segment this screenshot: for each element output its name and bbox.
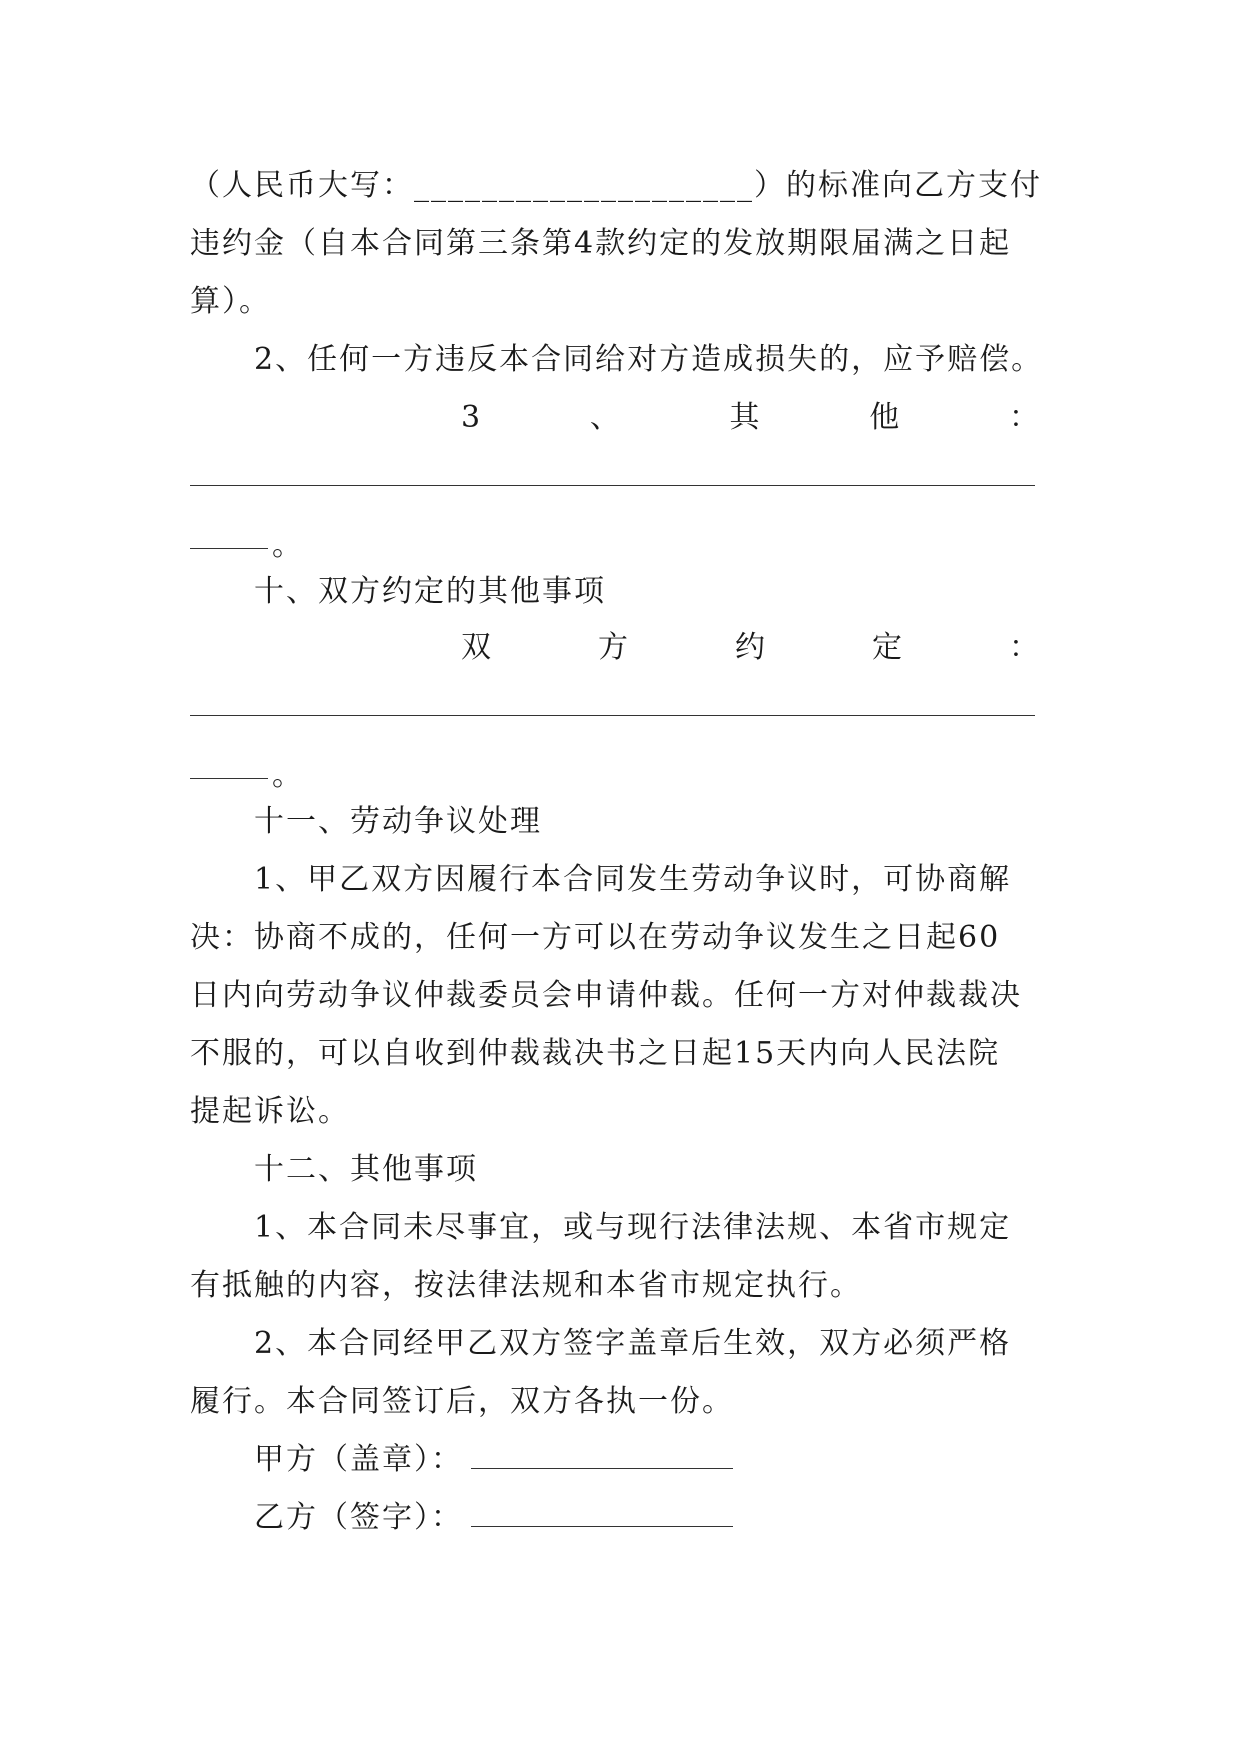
section-11-heading: 十一、劳动争议处理 — [254, 804, 542, 839]
fill-in-blank-rule — [190, 715, 1035, 716]
period: 。 — [272, 528, 304, 563]
text-fragment: 其 — [729, 400, 762, 435]
text-fragment: 双 — [461, 630, 493, 665]
text-line: 1、甲乙双方因履行本合同发生劳动争议时，可协商解 — [254, 862, 1012, 897]
party-a-signature-line — [254, 1432, 1050, 1488]
signature-blank-rule — [471, 1490, 733, 1527]
section-10-label — [461, 620, 1041, 676]
text-fragment: 他 — [869, 400, 902, 435]
text-fragment: 、 — [589, 400, 622, 435]
section-10-heading: 十、双方约定的其他事项 — [254, 574, 606, 609]
text-line: 违约金（自本合同第三条第4款约定的发放期限届满之日起 — [190, 226, 1012, 261]
section-12-heading: 十二、其他事项 — [254, 1152, 478, 1187]
text-line: 1、本合同未尽事宜，或与现行法律法规、本省市规定 — [254, 1210, 1012, 1245]
text-line: 提起诉讼。 — [190, 1094, 350, 1129]
text-line: 决：协商不成的，任何一方可以在劳动争议发生之日起60 — [190, 920, 1001, 955]
clause-9-3-heading — [461, 390, 1041, 446]
fill-in-blank-rule — [190, 485, 1035, 486]
text-line: 算）。 — [190, 284, 271, 319]
signature-blank-rule — [471, 1432, 733, 1469]
text-fragment: 3 — [461, 400, 483, 435]
text-line: 履行。本合同签订后，双方各执一份。 — [190, 1384, 734, 1419]
text-line: 不服的，可以自收到仲裁裁决书之日起15天内向人民法院 — [190, 1036, 1001, 1071]
fill-in-blank-rule — [190, 748, 268, 779]
text-fragment: 定 — [872, 630, 904, 665]
party-b-signature-line — [254, 1490, 1050, 1546]
text-fragment: 方 — [598, 630, 630, 665]
text-fragment: 约 — [735, 630, 767, 665]
text-line: （人民币大写：____________________）的标准向乙方支付 — [190, 168, 1042, 203]
clause-9-2: 2、任何一方违反本合同给对方造成损失的，应予赔偿。 — [254, 342, 1044, 377]
text-line: 2、本合同经甲乙双方签字盖章后生效，双方必须严格 — [254, 1326, 1012, 1361]
text-line: 日内向劳动争议仲裁委员会申请仲裁。任何一方对仲裁裁决 — [190, 978, 1022, 1013]
text-line: 有抵触的内容，按法律法规和本省市规定执行。 — [190, 1268, 862, 1303]
party-b-label: 乙方（签字）： — [254, 1500, 463, 1535]
period: 。 — [272, 758, 304, 793]
fill-in-blank-rule — [190, 518, 268, 549]
party-a-label: 甲方（盖章）： — [254, 1442, 463, 1477]
text-fragment: ： — [1009, 630, 1041, 665]
text-fragment: ： — [1008, 400, 1041, 435]
